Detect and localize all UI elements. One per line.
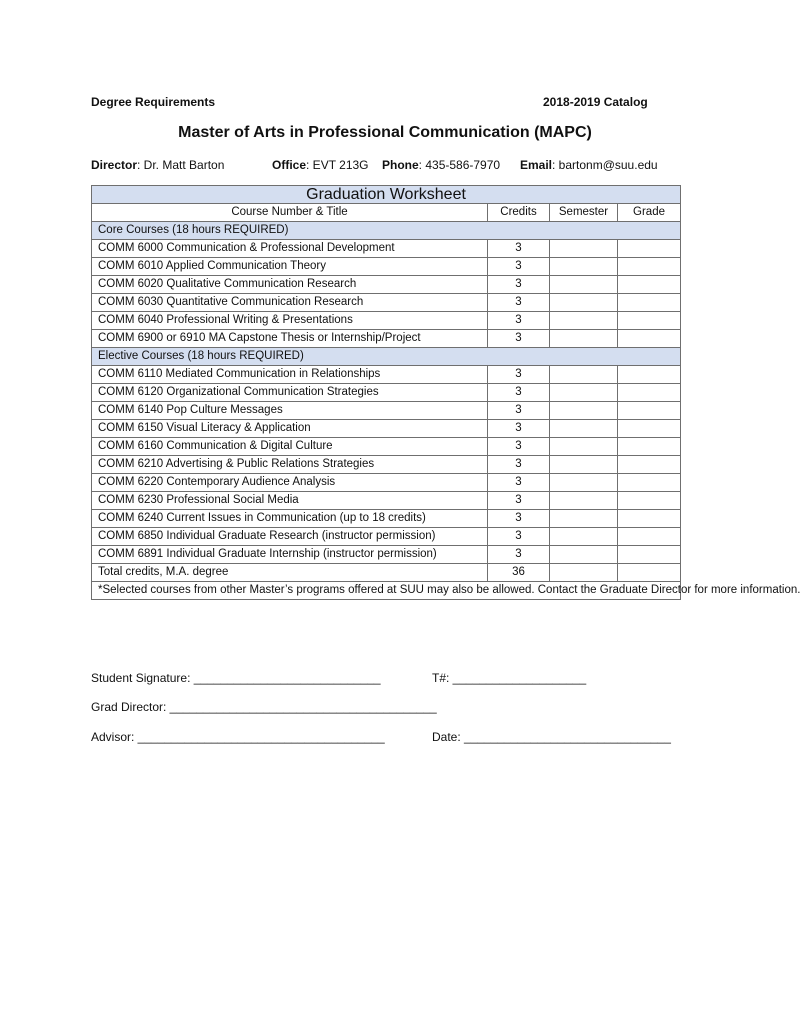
table-row <box>92 258 681 276</box>
course-title: COMM 6210 Advertising & Public Relations Strategies <box>92 456 488 474</box>
semester-cell[interactable] <box>550 528 618 546</box>
course-title: COMM 6030 Quantitative Communication Research <box>92 294 488 312</box>
table-row <box>92 366 681 384</box>
table-row <box>92 492 681 510</box>
course-credits: 3 <box>488 420 550 438</box>
course-title: COMM 6850 Individual Graduate Research (instructor permission) <box>92 528 488 546</box>
table-row <box>92 528 681 546</box>
grade-cell[interactable] <box>618 492 681 510</box>
course-credits: 3 <box>488 474 550 492</box>
grade-cell[interactable] <box>618 420 681 438</box>
course-title: COMM 6020 Qualitative Communication Research <box>92 276 488 294</box>
course-credits: 3 <box>488 312 550 330</box>
grade-cell[interactable] <box>618 546 681 564</box>
table-row <box>92 294 681 312</box>
worksheet-title: Graduation Worksheet <box>92 186 681 204</box>
email-label: Email <box>520 158 553 172</box>
grade-cell[interactable] <box>618 402 681 420</box>
advisor-line[interactable]: Advisor: _____________________________________ <box>91 730 385 744</box>
table-row <box>92 402 681 420</box>
semester-cell[interactable] <box>550 474 618 492</box>
grad-director-line[interactable]: Grad Director: ________________________________________ <box>91 700 437 714</box>
column-header-grade: Grade <box>618 204 681 222</box>
column-header-row <box>92 204 681 222</box>
total-label: Total credits, M.A. degree <box>92 564 488 582</box>
table-row <box>92 240 681 258</box>
grade-cell[interactable] <box>618 276 681 294</box>
semester-cell[interactable] <box>550 402 618 420</box>
elective-section-header <box>92 348 681 366</box>
table-row <box>92 330 681 348</box>
semester-cell[interactable] <box>550 258 618 276</box>
grade-cell[interactable] <box>618 456 681 474</box>
office-value: : EVT 213G <box>306 158 369 172</box>
course-title: COMM 6160 Communication & Digital Culture <box>92 438 488 456</box>
grade-cell[interactable] <box>618 384 681 402</box>
semester-cell[interactable] <box>550 366 618 384</box>
course-credits: 3 <box>488 276 550 294</box>
total-semester-cell[interactable] <box>550 564 618 582</box>
worksheet-note: *Selected courses from other Master’s programs offered at SUU may also be allowed. Contact the Graduate Director for more information. <box>92 582 681 600</box>
course-credits: 3 <box>488 456 550 474</box>
t-number-line[interactable]: T#: ____________________ <box>432 671 587 685</box>
grade-cell[interactable] <box>618 312 681 330</box>
course-title: COMM 6040 Professional Writing & Presentations <box>92 312 488 330</box>
course-credits: 3 <box>488 402 550 420</box>
grade-cell[interactable] <box>618 240 681 258</box>
director-info <box>91 158 224 172</box>
core-section-header <box>92 222 681 240</box>
table-row <box>92 546 681 564</box>
course-title: COMM 6900 or 6910 MA Capstone Thesis or Internship/Project <box>92 330 488 348</box>
grade-cell[interactable] <box>618 330 681 348</box>
course-title: COMM 6000 Communication & Professional Development <box>92 240 488 258</box>
course-credits: 3 <box>488 294 550 312</box>
grade-cell[interactable] <box>618 438 681 456</box>
core-section-label: Core Courses (18 hours REQUIRED) <box>92 222 681 240</box>
course-credits: 3 <box>488 240 550 258</box>
column-header-credits: Credits <box>488 204 550 222</box>
student-signature-line[interactable]: Student Signature: ____________________________ <box>91 671 381 685</box>
semester-cell[interactable] <box>550 312 618 330</box>
office-label: Office <box>272 158 307 172</box>
semester-cell[interactable] <box>550 492 618 510</box>
total-grade-cell[interactable] <box>618 564 681 582</box>
course-credits: 3 <box>488 546 550 564</box>
elective-courses <box>92 366 681 564</box>
course-credits: 3 <box>488 492 550 510</box>
grade-cell[interactable] <box>618 294 681 312</box>
course-credits: 3 <box>488 384 550 402</box>
director-value: : Dr. Matt Barton <box>137 158 225 172</box>
grade-cell[interactable] <box>618 366 681 384</box>
grade-cell[interactable] <box>618 528 681 546</box>
course-title: COMM 6230 Professional Social Media <box>92 492 488 510</box>
catalog-year-label: 2018-2019 Catalog <box>543 95 648 109</box>
page-title: Master of Arts in Professional Communication (MAPC) <box>178 124 592 141</box>
column-header-course: Course Number & Title <box>92 204 488 222</box>
graduation-worksheet-table <box>91 185 800 600</box>
course-title: COMM 6220 Contemporary Audience Analysis <box>92 474 488 492</box>
course-title: COMM 6110 Mediated Communication in Relationships <box>92 366 488 384</box>
course-title: COMM 6120 Organizational Communication Strategies <box>92 384 488 402</box>
phone-label: Phone <box>382 158 419 172</box>
email-value: : bartonm@suu.edu <box>552 158 658 172</box>
core-courses <box>92 240 681 348</box>
phone-info <box>382 158 500 172</box>
table-row <box>92 312 681 330</box>
grade-cell[interactable] <box>618 510 681 528</box>
date-line[interactable]: Date: _______________________________ <box>432 730 671 744</box>
director-label: Director <box>91 158 138 172</box>
semester-cell[interactable] <box>550 420 618 438</box>
total-row <box>92 564 681 582</box>
course-title: COMM 6010 Applied Communication Theory <box>92 258 488 276</box>
grade-cell[interactable] <box>618 474 681 492</box>
course-credits: 3 <box>488 438 550 456</box>
course-title: COMM 6140 Pop Culture Messages <box>92 402 488 420</box>
table-row <box>92 474 681 492</box>
course-credits: 3 <box>488 330 550 348</box>
semester-cell[interactable] <box>550 546 618 564</box>
course-credits: 3 <box>488 258 550 276</box>
course-credits: 3 <box>488 510 550 528</box>
course-title: COMM 6240 Current Issues in Communication (up to 18 credits) <box>92 510 488 528</box>
table-row <box>92 276 681 294</box>
elective-section-label: Elective Courses (18 hours REQUIRED) <box>92 348 681 366</box>
table-row <box>92 438 681 456</box>
course-credits: 3 <box>488 366 550 384</box>
table-row <box>92 456 681 474</box>
semester-cell[interactable] <box>550 510 618 528</box>
semester-cell[interactable] <box>550 330 618 348</box>
semester-cell[interactable] <box>550 294 618 312</box>
semester-cell[interactable] <box>550 276 618 294</box>
worksheet-title-row <box>92 186 681 204</box>
total-credits: 36 <box>488 564 550 582</box>
grade-cell[interactable] <box>618 258 681 276</box>
office-info <box>272 158 369 172</box>
table-row <box>92 510 681 528</box>
degree-requirements-label: Degree Requirements <box>91 95 216 109</box>
phone-value: : 435-586-7970 <box>418 158 501 172</box>
course-title: COMM 6891 Individual Graduate Internship (instructor permission) <box>92 546 488 564</box>
semester-cell[interactable] <box>550 384 618 402</box>
column-header-semester: Semester <box>550 204 618 222</box>
semester-cell[interactable] <box>550 438 618 456</box>
semester-cell[interactable] <box>550 456 618 474</box>
semester-cell[interactable] <box>550 240 618 258</box>
course-title: COMM 6150 Visual Literacy & Application <box>92 420 488 438</box>
email-info <box>520 158 658 172</box>
table-row <box>92 384 681 402</box>
course-credits: 3 <box>488 528 550 546</box>
table-row <box>92 420 681 438</box>
note-row <box>92 582 681 600</box>
